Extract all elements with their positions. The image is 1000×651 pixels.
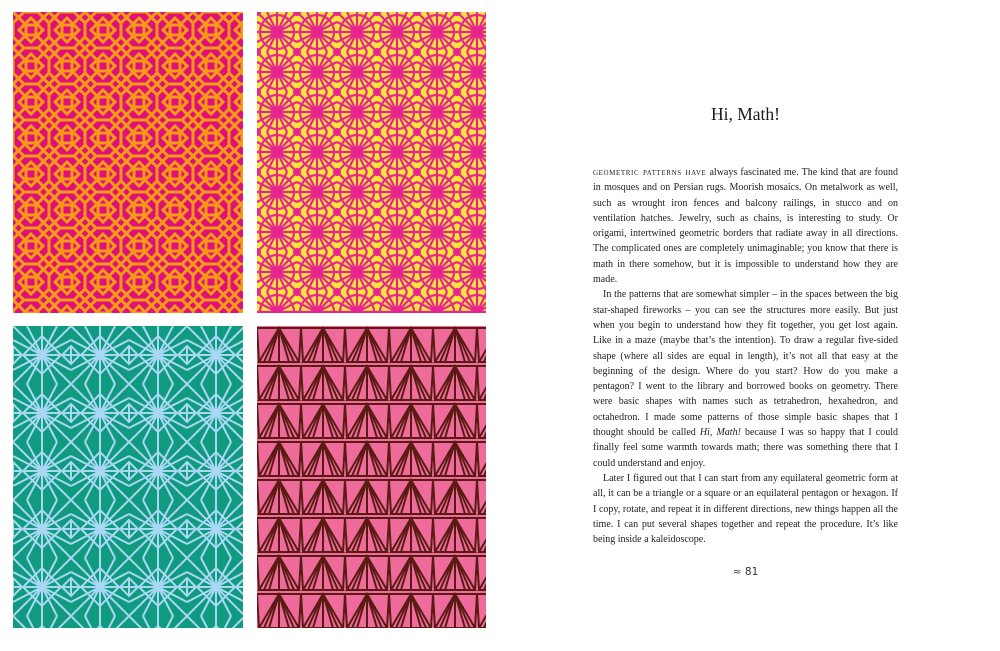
text-page (593, 0, 898, 651)
octagon-lattice-pattern (13, 12, 243, 313)
paragraph-2 (593, 287, 898, 471)
body-text (593, 165, 898, 547)
paragraph-1-rest: always fascinated me. The kind that are found in mosques and on Persian rugs. Moorish mosaics. On metalwork as well, such as wrought iron fences and balcony railings, in stucco and on ventilation hatches. Jewelry, such as chains, is interesting to study. Or origami, intertwined geometric borders that radiate away in all directions. The complicated ones are completely unimaginable; you know that there is math in there somehow, but it is impossible to understand how they are made. (593, 167, 898, 286)
page-number: ≈ 81 (732, 566, 759, 578)
paragraph-2-before: In the patterns that are somewhat simpler – in the spaces between the big star-shaped fireworks – you can see the structures more easily. But just when you begin to understand how they fit together, you get lost again. Like in a maze (maybe that’s the intention). To draw a regular five-sided shape (where all sides are equal in length), it’s not all that easy at the beginning of the design. Where do you start? How do you make a pentagon? I went to the library and borrowed books on geometry. There were basic shapes with names such as tetrahedron, hexahedron, and octahedron. I made some patterns of those simple basic shapes that I thought should be called (593, 289, 898, 439)
page-title: Hi, Math! (710, 104, 781, 124)
paragraph-2-italic: Hi, Math! (699, 427, 741, 439)
paragraph-1-lead: geometric patterns have (593, 167, 707, 178)
star-weave-pattern (13, 326, 243, 628)
paragraph-1 (593, 165, 898, 287)
sunburst-grid-pattern (257, 12, 486, 313)
triangle-fans-pattern (257, 326, 486, 628)
pattern-panel-teal-blue (13, 326, 243, 628)
pattern-panel-yellow-pink (257, 12, 486, 313)
paragraph-3: Later I figured out that I can start from any equilateral geometric form at all, it can be a triangle or a square or an equilateral pentagon or hexagon. If I copy, rotate, and repeat it in different directions, new things happen all the time. I can put several shapes together and repeat the procedure. It’s like being inside a kaleidoscope. (593, 472, 898, 546)
paragraph-2-after: because I was so happy that I could finally feel some warmth towards math; there was something there that I could understand and enjoy. (593, 427, 898, 469)
pattern-panel-orange-magenta (13, 12, 243, 313)
pattern-panel-pink-brown (257, 326, 486, 628)
